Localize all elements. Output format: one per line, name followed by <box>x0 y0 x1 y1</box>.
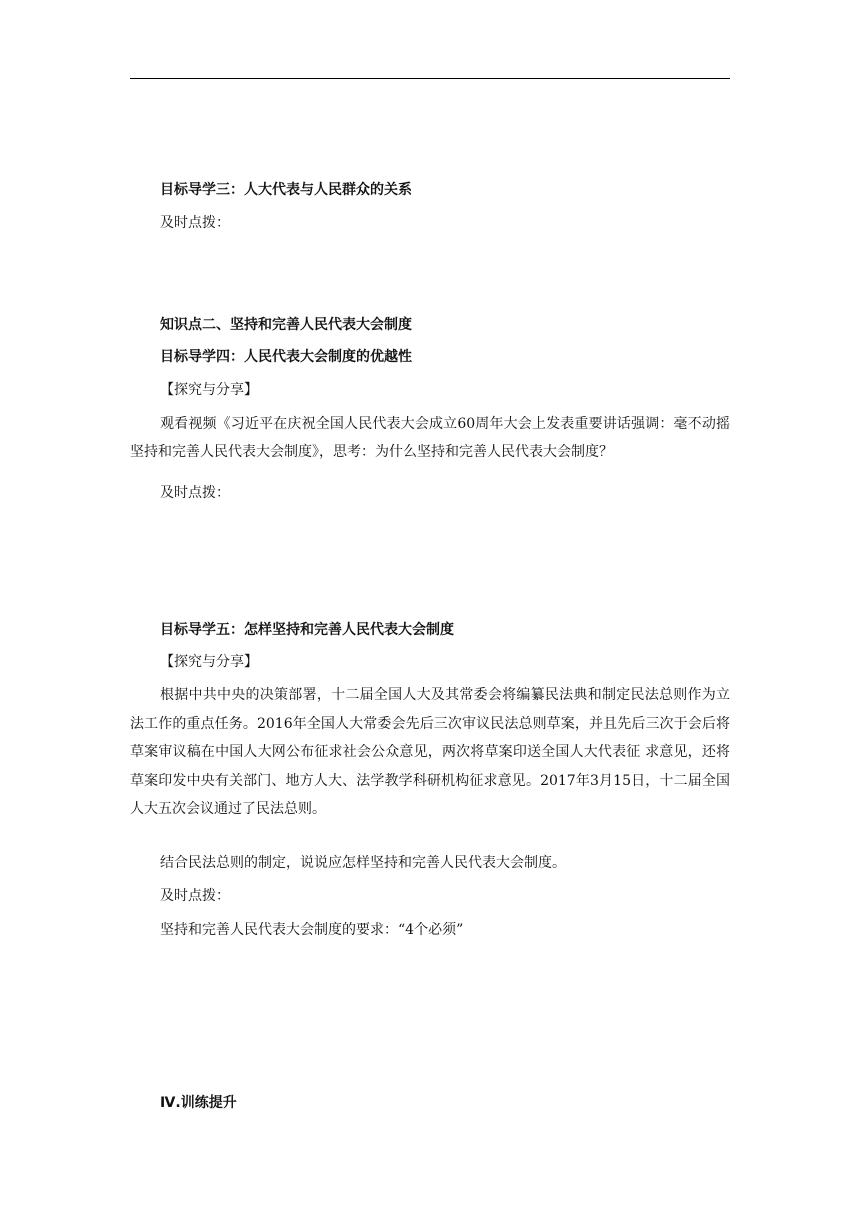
goal5-heading: 目标导学五：怎样坚持和完善人民代表大会制度 <box>160 622 454 638</box>
goal5-answer: 坚持和完善人民代表大会制度的要求：“4个必须” <box>160 922 464 938</box>
goal3-heading: 目标导学三：人大代表与人民群众的关系 <box>160 182 412 198</box>
goal4-heading: 目标导学四：人民代表大会制度的优越性 <box>160 349 412 365</box>
goal3-tip: 及时点拨： <box>160 215 230 231</box>
header-rule <box>130 78 730 79</box>
goal4-explore-label: 【探究与分享】 <box>160 382 258 398</box>
goal5-question: 结合民法总则的制定，说说应怎样坚持和完善人民代表大会制度。 <box>160 855 566 871</box>
section4-heading: Ⅳ.训练提升 <box>160 1095 237 1111</box>
goal4-tip: 及时点拨： <box>160 485 230 501</box>
knowledge2-heading: 知识点二、坚持和完善人民代表大会制度 <box>160 317 412 333</box>
goal4-paragraph: 观看视频《习近平在庆祝全国人民代表大会成立60周年大会上发表重要讲话强调：毫不动摇坚持和完善人民代表大会制度》，思考：为什么坚持和完善人民代表大会制度？ <box>130 416 730 460</box>
goal5-paragraph: 根据中共中央的决策部署，十二届全国人大及其常委会将编纂民法典和制定民法总则作为立法工作的重点任务。2016年全国人大常委会先后三次审议民法总则草案，并且先后三次于会后将草案审议稿在中国人大网公布征求社会公众意见，两次将草案印送全国人大代表征 求意见，还将草案印发中央有关部门、地方人大、法学教学科研机构征求意见。2017年3月15日，十二届全国人大五次会议通过了民法总则。 <box>130 687 730 817</box>
goal5-tip: 及时点拨： <box>160 888 230 904</box>
goal5-explore-label: 【探究与分享】 <box>160 654 258 670</box>
